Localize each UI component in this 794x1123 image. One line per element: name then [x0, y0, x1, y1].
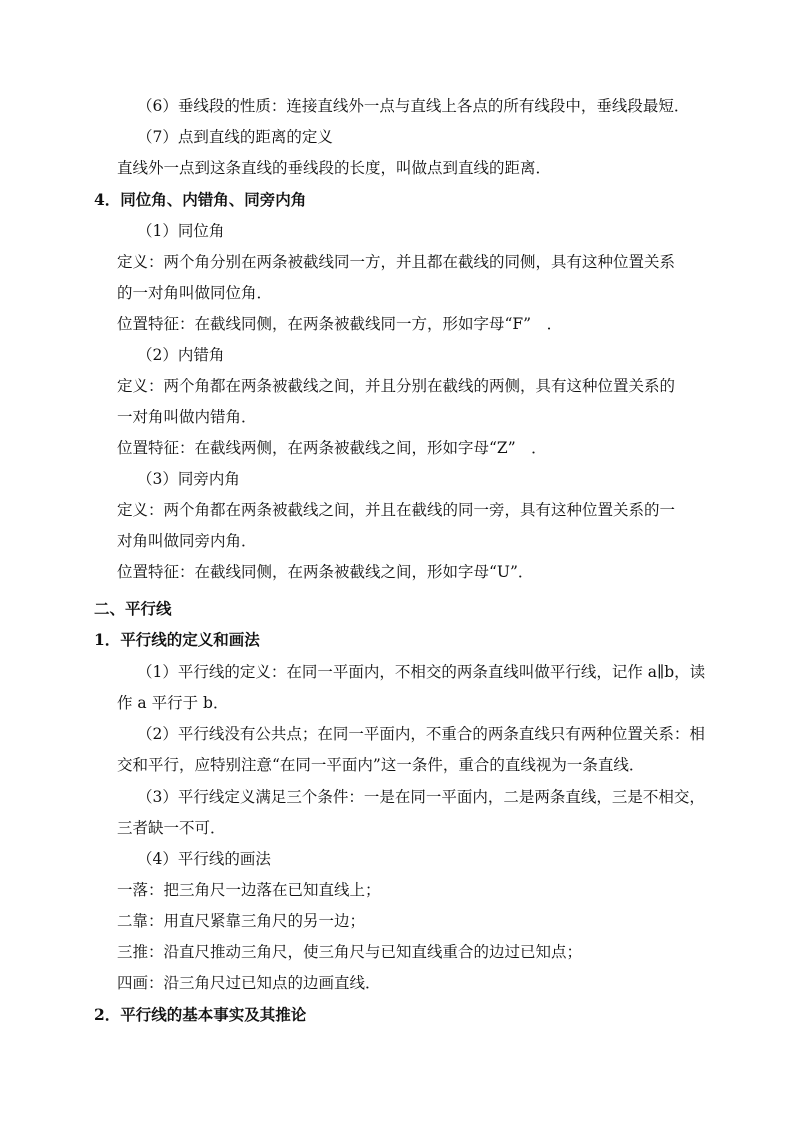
subheading-interior-angles: （3）同旁内角	[137, 470, 240, 488]
section-heading-angles: 4．同位角、内错角、同旁内角	[94, 190, 307, 209]
text-line-no-common-point-2: 交和平行，应特别注意“在同一平面内”这一条件，重合的直线视为一条直线．	[117, 756, 645, 774]
text-line-interior-feature: 位置特征：在截线同侧，在两条被截线之间，形如字母“U”．	[117, 563, 534, 581]
subheading-corresponding-angles: （1）同位角	[137, 222, 225, 240]
text-line-interior-def-2: 对角叫做同旁内角．	[117, 532, 257, 550]
text-line-three-conditions-1: （3）平行线定义满足三个条件：一是在同一平面内，二是两条直线，三是不相交，	[137, 788, 705, 806]
subheading-drawing-method: （4）平行线的画法	[137, 850, 271, 868]
text-line-parallel-def-2: 作 a 平行于 b．	[117, 694, 229, 712]
text-line-corresponding-def-1: 定义：两个角分别在两条被截线同一方，并且都在截线的同侧，具有这种位置关系	[117, 253, 676, 271]
text-line-perpendicular-property: （6）垂线段的性质：连接直线外一点与直线上各点的所有线段中，垂线段最短．	[137, 97, 690, 115]
text-line-corresponding-feature: 位置特征：在截线同侧，在两条被截线同一方，形如字母“F” ．	[117, 315, 563, 333]
text-line-alternate-def-1: 定义：两个角都在两条被截线之间，并且分别在截线的两侧，具有这种位置关系的	[117, 377, 676, 395]
text-line-step-3: 三推：沿直尺推动三角尺，使三角尺与已知直线重合的边过已知点；	[117, 943, 583, 961]
text-line-interior-def-1: 定义：两个角都在两条被截线之间，并且在截线的同一旁，具有这种位置关系的一	[117, 501, 676, 519]
section-heading-parallel-definition: 1．平行线的定义和画法	[94, 630, 260, 649]
text-line-distance-definition-heading: （7）点到直线的距离的定义	[137, 128, 333, 146]
text-line-alternate-feature: 位置特征：在截线两侧，在两条被截线之间，形如字母“Z” ．	[117, 439, 547, 457]
text-line-three-conditions-2: 三者缺一不可．	[117, 819, 226, 837]
text-line-no-common-point-1: （2）平行线没有公共点；在同一平面内，不重合的两条直线只有两种位置关系：相	[137, 725, 705, 743]
section-heading-parallel-lines: 二、平行线	[94, 599, 172, 618]
text-line-step-1: 一落：把三角尺一边落在已知直线上；	[117, 881, 381, 899]
text-line-step-4: 四画：沿三角尺过已知点的边画直线．	[117, 974, 381, 992]
subheading-alternate-angles: （2）内错角	[137, 346, 225, 364]
text-line-step-2: 二靠：用直尺紧靠三角尺的另一边；	[117, 912, 366, 930]
text-line-alternate-def-2: 一对角叫做内错角．	[117, 408, 257, 426]
text-line-corresponding-def-2: 的一对角叫做同位角．	[117, 284, 273, 302]
text-line-parallel-def-1: （1）平行线的定义：在同一平面内，不相交的两条直线叫做平行线，记作 a∥b，读	[137, 663, 706, 681]
section-heading-parallel-axiom: 2．平行线的基本事实及其推论	[94, 1005, 307, 1024]
text-line-distance-definition: 直线外一点到这条直线的垂线段的长度，叫做点到直线的距离．	[117, 159, 552, 177]
